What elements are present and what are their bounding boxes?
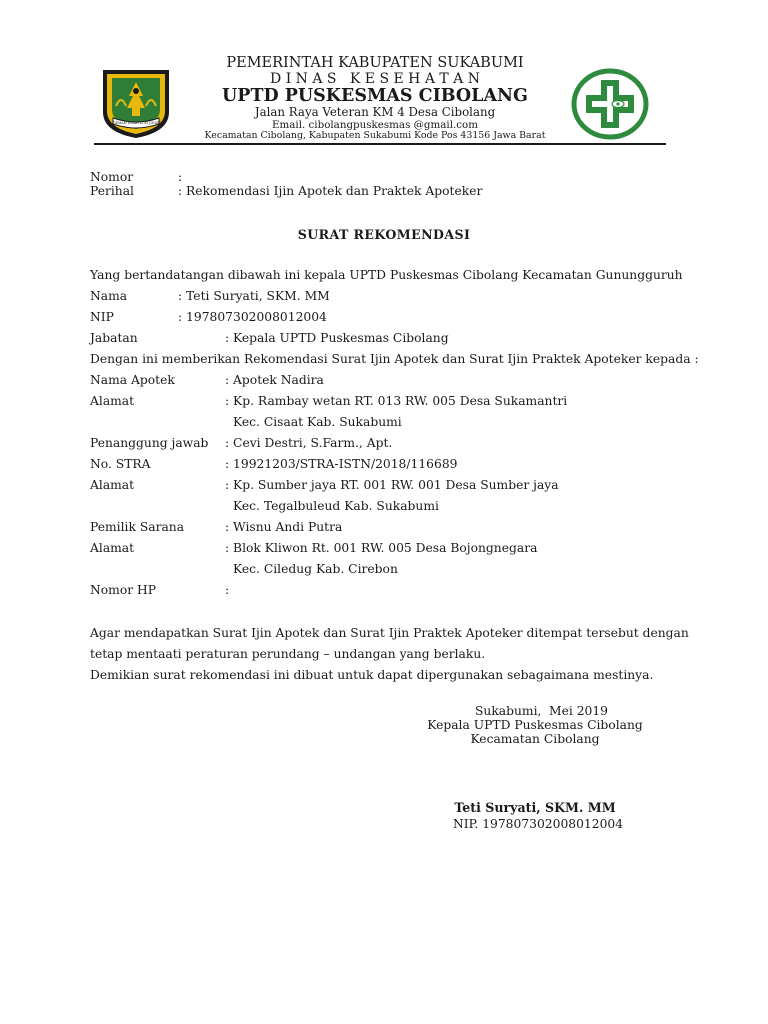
detail-label: Nomor HP — [90, 583, 157, 597]
detail-value-continuation: Kec. Ciledug Kab. Cirebon — [233, 562, 398, 576]
detail-label: Alamat — [90, 541, 135, 555]
detail-label: Alamat — [90, 394, 135, 408]
detail-value-continuation: Kec. Cisaat Kab. Sukabumi — [233, 415, 402, 429]
detail-label: No. STRA — [90, 457, 151, 471]
signature-office: Kecamatan Cibolang — [470, 732, 600, 746]
letter-title: SURAT REKOMENDASI — [297, 227, 471, 242]
signer-name-value: : Teti Suryati, SKM. MM — [178, 289, 330, 303]
signature-date: Mei 2019 — [549, 704, 609, 718]
detail-value: : Cevi Destri, S.Farm., Apt. — [225, 436, 393, 450]
detail-value: : Kp. Rambay wetan RT. 013 RW. 005 Desa Sukamantri — [225, 394, 568, 408]
detail-value: : Blok Kliwon Rt. 001 RW. 005 Desa Bojongnegara — [225, 541, 538, 555]
signatory-name: Teti Suryati, SKM. MM — [454, 800, 616, 815]
regency-emblem-logo — [99, 66, 173, 140]
detail-value: : 19921203/STRA-ISTN/2018/116689 — [225, 457, 458, 471]
signer-position-label: Jabatan — [90, 331, 138, 345]
nomor-label: Nomor — [90, 170, 134, 184]
signatory-nip: NIP. 197807302008012004 — [453, 817, 624, 831]
intro-sentence: Yang bertandatangan dibawah ini kepala UPTD Puskesmas Cibolang Kecamatan Gunungguruh — [90, 268, 683, 282]
header-locality: Kecamatan Cibolang, Kabupaten Sukabumi Kode Pos 43156 Jawa Barat — [204, 130, 546, 141]
header-government: PEMERINTAH KABUPATEN SUKABUMI — [226, 55, 524, 71]
header-address: Jalan Raya Veteran KM 4 Desa Cibolang — [254, 105, 496, 119]
signer-nip-label: NIP — [90, 310, 114, 324]
header-email: Email. cibolangpuskesmas @gmail.com — [271, 119, 479, 131]
perihal-label: Perihal — [90, 184, 134, 198]
header-department: D I N A S K E S E H A T A N — [270, 71, 480, 87]
detail-value: : — [225, 583, 230, 597]
header-institution: UPTD PUSKESMAS CIBOLANG — [222, 86, 528, 106]
detail-value: : Apotek Nadira — [225, 373, 324, 387]
signer-nip-value: : 197807302008012004 — [178, 310, 327, 324]
closing-paragraph-line2: tetap mentaati peraturan perundang – undangan yang berlaku. — [90, 647, 486, 661]
detail-label: Penanggung jawab — [90, 436, 209, 450]
detail-label: Pemilik Sarana — [90, 520, 185, 534]
detail-label: Nama Apotek — [90, 373, 175, 387]
signature-place: Sukabumi, — [475, 704, 542, 718]
closing-statement: Demikian surat rekomendasi ini dibuat untuk dapat dipergunakan sebagaimana mestinya. — [90, 668, 654, 682]
detail-value: : Kp. Sumber jaya RT. 001 RW. 001 Desa Sumber jaya — [225, 478, 559, 492]
letterhead-divider — [94, 143, 666, 145]
emblem-motto: GEMAH RIPAH LOH JINAWI — [113, 121, 162, 125]
detail-label: Alamat — [90, 478, 135, 492]
signer-position-value: : Kepala UPTD Puskesmas Cibolang — [225, 331, 449, 345]
nomor-value: : — [178, 170, 183, 184]
statement: Dengan ini memberikan Rekomendasi Surat Ijin Apotek dan Surat Ijin Praktek Apoteker kepada : — [90, 352, 699, 366]
detail-value: : Wisnu Andi Putra — [225, 520, 343, 534]
detail-value-continuation: Kec. Tegalbuleud Kab. Sukabumi — [233, 499, 439, 513]
closing-paragraph-line1: Agar mendapatkan Surat Ijin Apotek dan Surat Ijin Praktek Apoteker ditempat tersebut dengan — [90, 626, 689, 640]
perihal-value: : Rekomendasi Ijin Apotek dan Praktek Apoteker — [178, 184, 483, 198]
signer-name-label: Nama — [90, 289, 128, 303]
signature-position: Kepala UPTD Puskesmas Cibolang — [427, 718, 643, 732]
puskesmas-logo — [571, 68, 649, 140]
